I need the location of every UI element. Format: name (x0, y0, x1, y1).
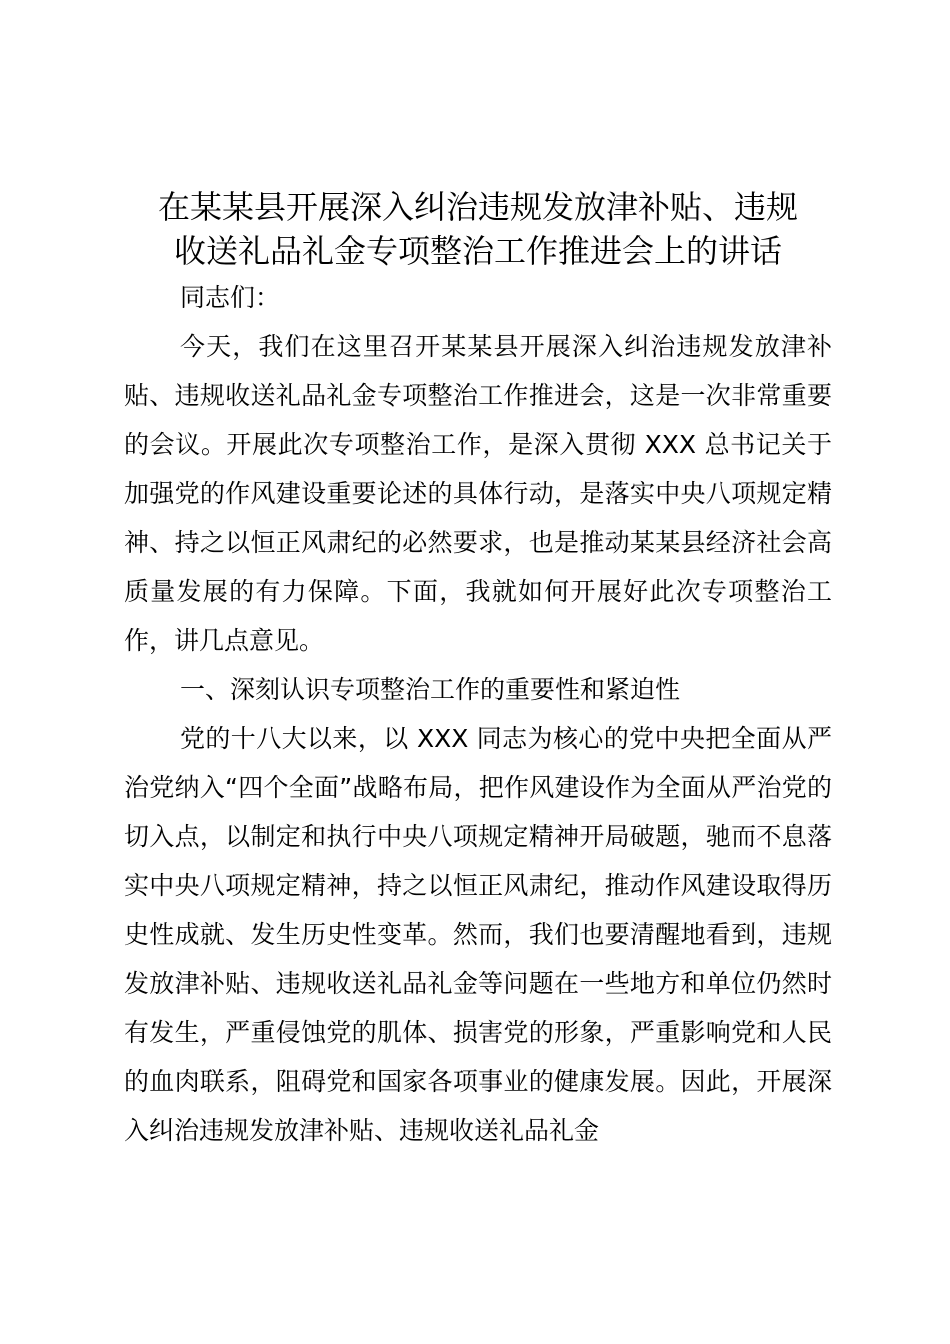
title-line-2: 收送礼品礼金专项整治工作推进会上的讲话 (173, 232, 782, 270)
document-title (124, 185, 832, 273)
intro-paragraph: 今天，我们在这里召开某某县开展深入纠治违规发放津补贴、违规收送礼品礼金专项整治工作推进会，这是一次非常重要的会议。开展此次专项整治工作，是深入贯彻 XXX 总书记关于加强党的作风建设重要论述的具体行动，是落实中央八项规定精神、持之以恒正风肃纪的必然要求，也是推动某某县经济社会高质量发展的有力保障。下面，我就如何开展好此次专项整治工作，讲几点意见。 (124, 332, 832, 655)
section-heading: 一、深刻认识专项整治工作的重要性和紧迫性 (180, 675, 681, 704)
document-page (124, 185, 832, 1155)
title-line-1: 在某某县开展深入纠治违规发放津补贴、违规 (157, 188, 798, 226)
salutation: 同志们： (180, 283, 281, 312)
section-paragraph: 党的十八大以来，以 XXX 同志为核心的党中央把全面从严治党纳入“四个全面”战略布局，把作风建设作为全面从严治党的切入点，以制定和执行中央八项规定精神开局破题，驰而不息落实中央八项规定精神，持之以恒正风肃纪，推动作风建设取得历史性成就、发生历史性变革。然而，我们也要清醒地看到，违规发放津补贴、违规收送礼品礼金等问题在一些地方和单位仍然时有发生，严重侵蚀党的肌体、损害党的形象，严重影响党和人民的血肉联系，阻碍党和国家各项事业的健康发展。因此，开展深入纠治违规发放津补贴、违规收送礼品礼金 (124, 724, 832, 1145)
